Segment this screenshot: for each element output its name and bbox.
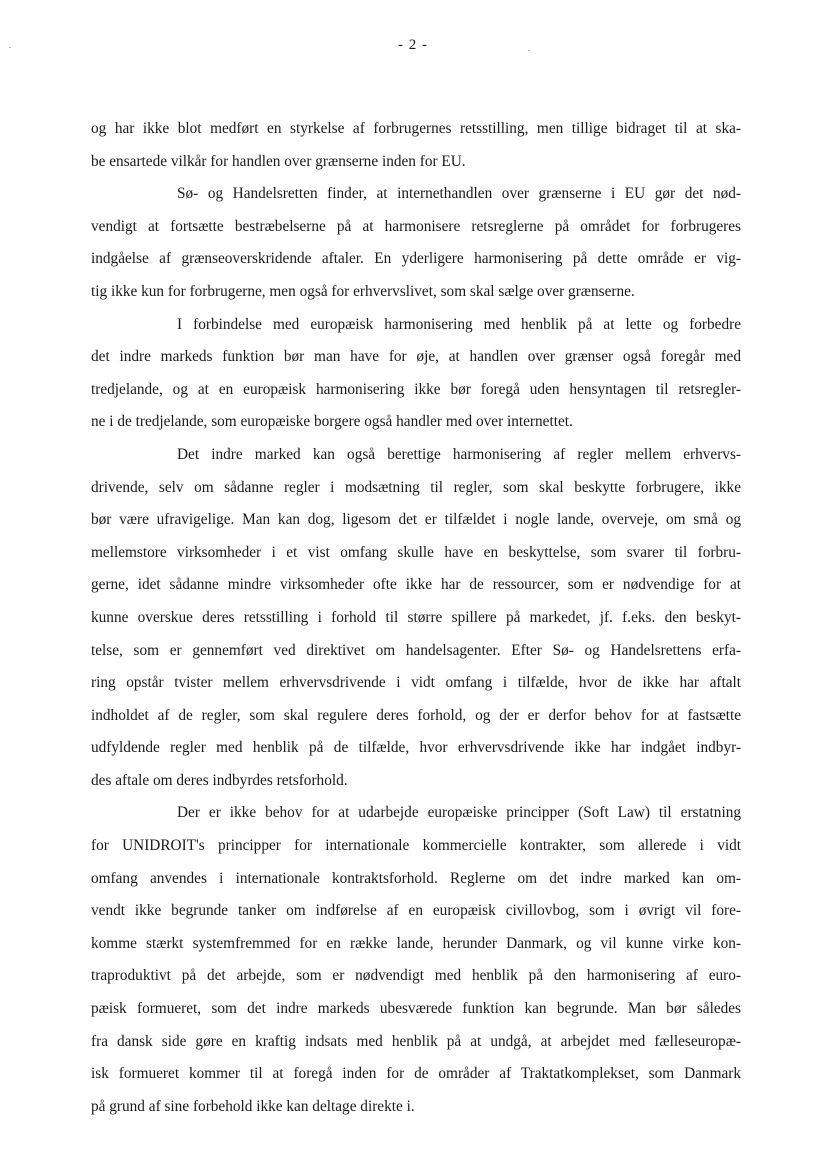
- text-line: udfyldende regler med henblik på de tilfælde, hvor erhvervsdrivende ikke har indgået indbyr-: [91, 739, 741, 757]
- text-line: telse, som er gennemført ved direktivet om handelsagenter. Efter Sø- og Handelsrettens erfa-: [91, 641, 741, 659]
- paragraph: [91, 309, 741, 439]
- text-line: pæisk formueret, som det indre markeds ubesværede funktion kan begrunde. Man bør således: [91, 1000, 741, 1018]
- text-line: fra dansk side gøre en kraftig indsats med henblik på at undgå, at arbejdet med fælleseuropæ-: [91, 1032, 741, 1050]
- text-line: isk formueret kommer til at foregå inden for de områder af Traktatkomplekset, som Danmark: [91, 1065, 741, 1083]
- text-line: Det indre marked kan også berettige harmonisering af regler mellem erhvervs-: [177, 445, 741, 463]
- text-line: vendt ikke begrunde tanker om indførelse af en europæisk civillovbog, som i øvrigt vil fore-: [91, 902, 741, 920]
- text-line: drivende, selv om sådanne regler i modsætning til regler, som skal beskytte forbrugere, ikke: [91, 478, 741, 496]
- text-line: bør være ufravigelige. Man kan dog, ligesom det er tilfældet i nogle lande, overveje, om små og: [91, 511, 741, 529]
- text-line: traproduktivt på det arbejde, som er nødvendigt med henblik på den harmonisering af euro-: [91, 967, 741, 985]
- text-line: det indre markeds funktion bør man have for øje, at handlen over grænser også foregår med: [91, 348, 741, 366]
- text-line: indholdet af de regler, som skal regulere deres forhold, og der er derfor behov for at fastsætte: [91, 706, 741, 724]
- document-body: [91, 113, 741, 1123]
- text-line: tig ikke kun for forbrugerne, men også for erhvervslivet, som skal sælge over grænserne.: [91, 282, 635, 300]
- text-line: på grund af sine forbehold ikke kan deltage direkte i.: [91, 1097, 415, 1115]
- text-line: mellemstore virksomheder i et vist omfang skulle have en beskyttelse, som svarer til forbru-: [91, 543, 741, 561]
- text-line: tredjelande, og at en europæisk harmonisering ikke bør foregå uden hensyntagen til retsregler-: [91, 380, 741, 398]
- text-line: indgåelse af grænseoverskridende aftaler. En yderligere harmonisering på dette område er vig-: [91, 250, 741, 268]
- text-line: gerne, idet sådanne mindre virksomheder ofte ikke har de ressourcer, som er nødvendige for at: [91, 576, 741, 594]
- text-line: kunne overskue deres retsstilling i forhold til større spillere på markedet, jf. f.eks. den beskyt-: [91, 608, 741, 626]
- text-line: des aftale om deres indbyrdes retsforhold.: [91, 771, 348, 789]
- paragraph: [91, 797, 741, 1123]
- text-line: I forbindelse med europæisk harmonisering med henblik på at lette og forbedre: [177, 315, 741, 333]
- text-line: Sø- og Handelsretten finder, at internethandlen over grænserne i EU gør det nød-: [177, 185, 741, 203]
- text-line: vendigt at fortsætte bestræbelserne på at harmonisere retsreglerne på området for forbrugeres: [91, 217, 741, 235]
- paragraph: [91, 439, 741, 798]
- text-line: ring opstår tvister mellem erhvervsdrivende i vidt omfang i tilfælde, hvor de ikke har aftalt: [91, 674, 741, 692]
- page-number: - 2 -: [398, 37, 428, 53]
- text-line: for UNIDROIT's principper for internationale kommercielle kontrakter, som allerede i vidt: [91, 837, 741, 855]
- paragraph: [91, 113, 741, 178]
- text-line: be ensartede vilkår for handlen over grænserne inden for EU.: [91, 152, 466, 170]
- text-line: komme stærkt systemfremmed for en række lande, herunder Danmark, og vil kunne virke kon-: [91, 934, 741, 952]
- text-line: og har ikke blot medført en styrkelse af forbrugernes retsstilling, men tillige bidraget til at ska-: [91, 120, 741, 137]
- text-line: Der er ikke behov for at udarbejde europæiske principper (Soft Law) til erstatning: [177, 804, 741, 822]
- paragraph: [91, 178, 741, 308]
- text-line: ne i de tredjelande, som europæiske borgere også handler med over internettet.: [91, 413, 573, 431]
- text-line: omfang anvendes i internationale kontraktsforhold. Reglerne om det indre marked kan om-: [91, 869, 741, 887]
